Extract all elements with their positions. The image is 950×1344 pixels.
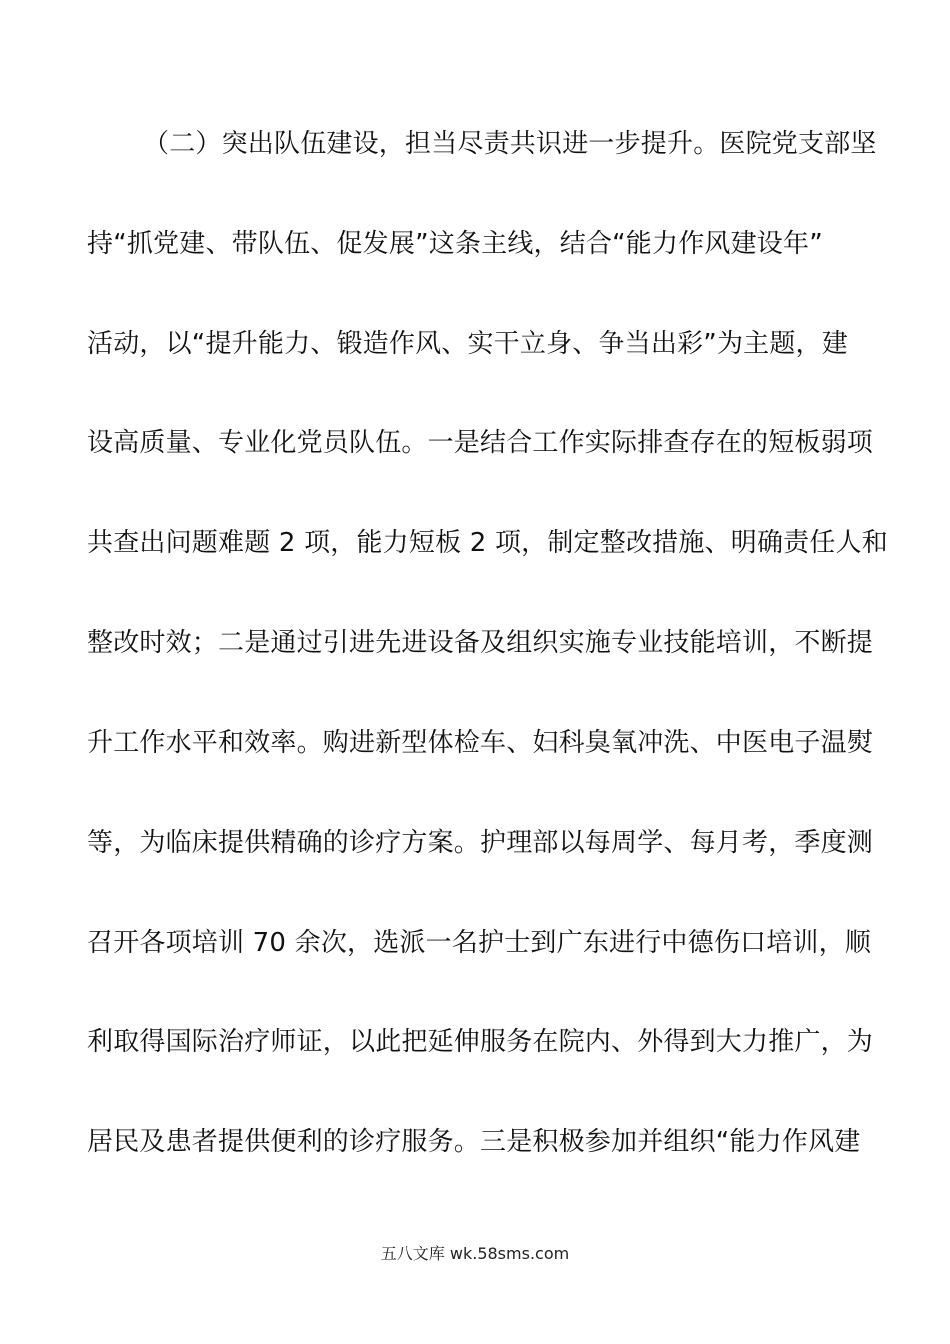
paragraph-line: 等，为临床提供精确的诊疗方案。护理部以每周学、每月考，季度测 <box>87 828 874 858</box>
paragraph-line: 升工作水平和效率。购进新型体检车、妇科臭氧冲洗、中医电子温熨 <box>87 728 874 758</box>
paragraph-line: 利取得国际治疗师证，以此把延伸服务在院内、外得到大力推广，为 <box>87 1027 874 1057</box>
paragraph-line: 居民及患者提供便利的诊疗服务。三是积极参加并组织“能力作风建 <box>87 1127 861 1157</box>
page-footer-watermark: 五八文库 wk.58sms.com <box>380 1244 570 1263</box>
paragraph-line: 召开各项培训 70 余次，选派一名护士到广东进行中德伤口培训，顺 <box>87 928 872 958</box>
paragraph-line: 活动，以“提升能力、锻造作风、实干立身、争当出彩”为主题，建 <box>87 329 848 359</box>
paragraph-line: （二）突出队伍建设，担当尽责共识进一步提升。医院党支部坚 <box>143 129 877 159</box>
paragraph-line: 共查出问题难题 2 项，能力短板 2 项，制定整改措施、明确责任人和 <box>87 528 888 558</box>
paragraph-line: 整改时效；二是通过引进先进设备及组织实施专业技能培训，不断提 <box>87 628 874 658</box>
paragraph-line: 持“抓党建、带队伍、促发展”这条主线，结合“能力作风建设年” <box>87 229 823 259</box>
paragraph-line: 设高质量、专业化党员队伍。一是结合工作实际排查存在的短板弱项 <box>87 428 874 458</box>
